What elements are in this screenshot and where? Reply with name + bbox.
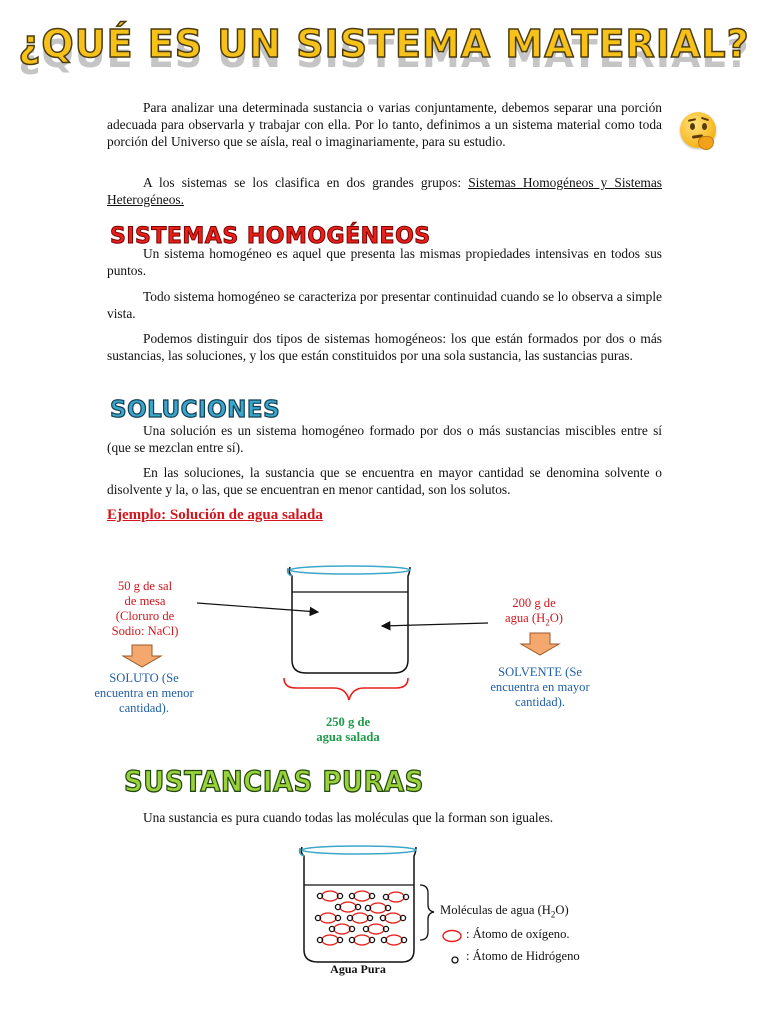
legend-oxygen: : Átomo de oxígeno. [466, 927, 570, 941]
down-arrow-icon [521, 633, 559, 655]
systems-groups-link: Sistemas Homogéneos y Sistemas Heterogéneos. [107, 175, 663, 207]
example-title: Ejemplo: Solución de agua salada [107, 507, 323, 523]
pure-water-caption: Agua Pura [330, 962, 386, 976]
mixture-total-label: 250 g de agua salada [316, 715, 380, 744]
mixture-brace [284, 678, 408, 700]
intro-paragraph-1: Para analizar una determinada sustancia o varias conjuntamente, debemos separar una porción adecuada para observarla y trabajar con ella. Por lo tanto, definimos a un sistema material como toda porción del Universo que se aísla, real o imaginariamente, para su estudio. [107, 100, 662, 149]
solvente-label: SOLVENTE (Se encuentra en mayor cantidad). [490, 665, 590, 709]
water-molecule [335, 902, 360, 912]
homog-paragraph-1: Un sistema homogéneo es aquel que presenta las mismas propiedades intensivas en todos sus puntos. [107, 246, 662, 278]
legend-molecules: Moléculas de agua $(H_2O)$ [440, 903, 569, 920]
water-molecule [383, 892, 408, 902]
water-molecule [317, 935, 342, 945]
salt-label: 50 g de sal de mesa (Cloruro de Sodio: NaCl) [111, 579, 179, 638]
water-molecules [315, 891, 408, 945]
water-label: 200 g de agua $(H_2O)$ [504, 596, 563, 628]
water-molecule [381, 935, 406, 945]
hydrogen-atom-icon [452, 957, 458, 963]
water-molecule [329, 924, 354, 934]
water-molecule [317, 891, 342, 901]
salt-arrow [197, 603, 318, 612]
homog-paragraph-2: Todo sistema homogéneo se caracteriza por presentar continuidad cuando se lo observa a simple vista. [107, 289, 662, 321]
sol-paragraph-1: Una solución es un sistema homogéneo formado por dos o más sustancias miscibles entre sí (que se mezclan entre sí). [107, 423, 662, 455]
water-arrow [382, 623, 488, 626]
soluto-label: SOLUTO (Se encuentra en menor cantidad). [94, 671, 194, 715]
homog-paragraph-3: Podemos distinguir dos tipos de sistemas homogéneos: los que están formados por dos o más sustancias, las soluciones, y los que están constituidos por una sola sustancia, las sustancias puras. [107, 331, 662, 363]
page-title: ¿QUÉ ES UN SISTEMA MATERIAL? [18, 22, 750, 66]
water-molecule [349, 891, 374, 901]
water-molecule [363, 924, 388, 934]
heading-sistemas-homogeneos: SISTEMAS HOMOGÉNEOS [110, 224, 431, 249]
water-molecule [315, 913, 340, 923]
down-arrow-icon [123, 645, 161, 667]
heading-sustancias-puras: SUSTANCIAS PURAS [124, 766, 424, 799]
sol-paragraph-2: En las soluciones, la sustancia que se encuentra en mayor cantidad se denomina solvente o disolvente y la, o las, que se encuentran en menor cantidad, son los solutos. [107, 465, 662, 497]
oxygen-atom-icon [443, 931, 461, 942]
molecules-brace [420, 885, 434, 940]
water-molecule [347, 913, 372, 923]
legend-hydrogen: : Átomo de Hidrógeno [466, 949, 580, 963]
beaker-icon [288, 566, 411, 673]
intro-paragraph-2: A los sistemas se los clasifica en dos grandes grupos: Sistemas Homogéneos y Sistemas Heterogéneos. [107, 175, 663, 207]
water-molecule [380, 913, 405, 923]
heading-soluciones: SOLUCIONES [110, 397, 281, 423]
water-molecule [365, 903, 390, 913]
water-molecule [349, 935, 374, 945]
sust-paragraph-1: Una sustancia es pura cuando todas las moléculas que la forman son iguales. [143, 810, 554, 825]
